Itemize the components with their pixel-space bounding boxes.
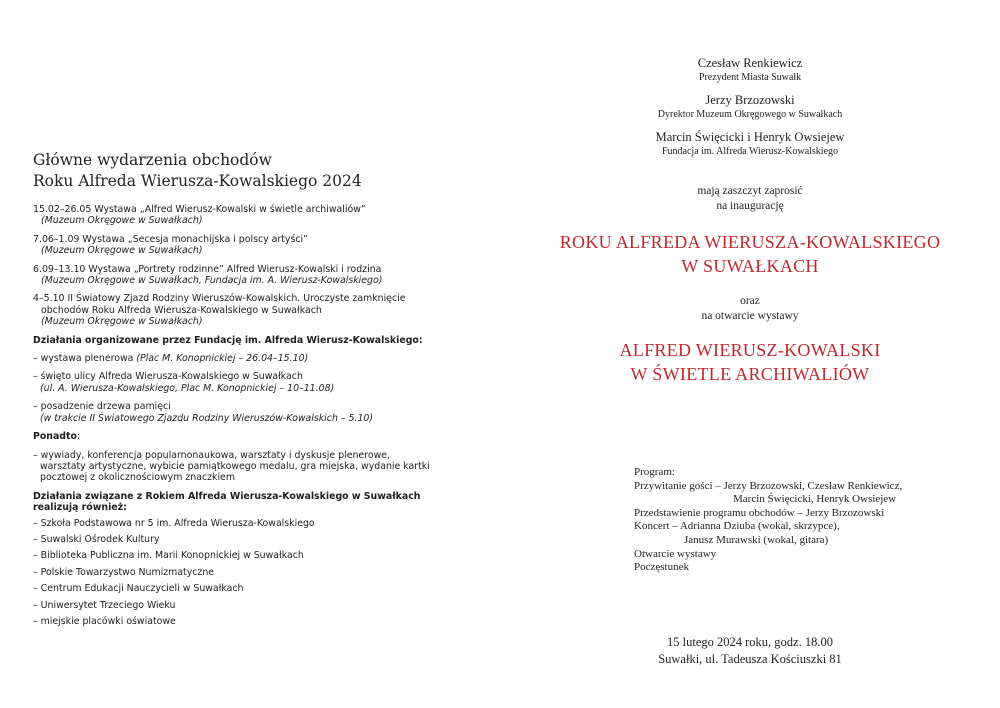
exhibition-headline-line-1: ALFRED WIERUSZ-KOWALSKI (619, 340, 881, 360)
event-item (33, 234, 473, 257)
related-heading (33, 491, 473, 514)
host-block (520, 55, 980, 84)
foundation-item-location: (w trakcie II Światowego Zjazdu Rodziny Wieruszów-Kowalskich – 5.10) (40, 412, 374, 424)
event-location: (Muzeum Okręgowe w Suwałkach, Fundacja im. A. Wierusz-Kowalskiego) (41, 275, 383, 287)
foundation-item-location: (Plac M. Konopnickiej – 26.04–15.10) (136, 353, 309, 365)
foundation-item-location: (ul. A. Wierusza-Kowalskiego, Plac M. Konopnickiej – 10–11.08) (40, 382, 335, 394)
organization-item: – miejskie placówki oświatowe (33, 615, 176, 627)
oraz-word: oraz (740, 295, 760, 307)
exhibition-headline (520, 338, 980, 386)
invitation-panel (520, 55, 980, 386)
event-location: (Muzeum Okręgowe w Suwałkach) (41, 245, 203, 257)
foundation-item-text: – posadzenie drzewa pamięci (33, 401, 171, 413)
ponadto-label: Ponadto (33, 431, 77, 443)
event-location: (Muzeum Okręgowe w Suwałkach) (41, 316, 203, 328)
event-item (33, 204, 473, 227)
host-role: Fundacja im. Alfreda Wierusz-Kowalskiego (661, 146, 839, 157)
event-footer (520, 634, 980, 668)
event-location: (Muzeum Okręgowe w Suwałkach) (41, 215, 203, 227)
inauguration-headline (520, 230, 980, 278)
host-name: Czesław Renkiewicz (697, 56, 803, 70)
ponadto-line: warsztaty artystyczne, wybicie pamiątkowego medalu, gra miejska, wydanie kartki (40, 460, 430, 472)
program-item-cont: Janusz Murawski (wokal, gitara) (684, 533, 829, 546)
host-block (520, 92, 980, 121)
event-description: 6.09–13.10 Wystawa „Portrety rodzinne” Alfred Wierusz-Kowalski i rodzina (33, 263, 382, 275)
oraz-text (520, 294, 980, 324)
event-description: 15.02–26.05 Wystawa „Alfred Wierusz-Kowalski w świetle archiwaliów” (33, 204, 366, 215)
events-title (33, 150, 473, 192)
ponadto-heading (33, 431, 473, 442)
ponadto-line: pocztowej z okolicznościowym znaczkiem (40, 472, 235, 484)
event-description: 4–5.10 II Światowy Zjazd Rodziny Wieruszów-Kowalskich. Uroczyste zamknięcie (33, 293, 406, 305)
inauguration-headline-line-2: W SUWAŁKACH (681, 256, 819, 276)
events-title-line-1: Główne wydarzenia obchodów (33, 151, 272, 169)
foundation-item (33, 353, 473, 364)
program-item: Poczęstunek (634, 561, 689, 574)
inauguration-headline-line-1: ROKU ALFREDA WIERUSZA-KOWALSKIEGO (559, 232, 941, 252)
organization-item: – Suwalski Ośrodek Kultury (33, 533, 160, 545)
host-role: Dyrektor Muzeum Okręgowego w Suwałkach (657, 109, 843, 120)
ponadto-item (33, 450, 473, 484)
organization-item: – Polskie Towarzystwo Numizmatyczne (33, 566, 215, 578)
organization-item: – Centrum Edukacji Nauczycieli w Suwałkach (33, 583, 244, 595)
program-item: Przedstawienie programu obchodów – Jerzy Brzozowski (634, 506, 885, 519)
program-item-cont: Marcin Święcicki, Henryk Owsiejew (733, 493, 897, 506)
event-address: Suwałki, ul. Tadeusza Kościuszki 81 (658, 652, 842, 666)
ponadto-line: – wywiady, konferencja popularnonaukowa, warsztaty i dyskusje plenerowe, (33, 449, 390, 461)
invite-line-1: mają zaszczyt zaprosić (697, 185, 803, 197)
organization-item: – Biblioteka Publiczna im. Marii Konopnickiej w Suwałkach (33, 550, 304, 562)
organization-item: – Uniwersytet Trzeciego Wieku (33, 599, 176, 611)
exhibition-headline-line-2: W ŚWIETLE ARCHIWALIÓW (630, 364, 870, 384)
related-heading-line-1: Działania związane z Rokiem Alfreda Wierusza-Kowalskiego w Suwałkach (33, 490, 421, 502)
invite-text (520, 184, 980, 214)
foundation-item-text: – wystawa plenerowa (33, 353, 137, 365)
foundation-item (33, 371, 473, 394)
event-item (33, 293, 473, 327)
program-item: Koncert – Adrianna Dziuba (wokal, skrzypce), (634, 520, 840, 533)
organization-item: – Szkoła Podstawowa nr 5 im. Alfreda Wierusza-Kowalskiego (33, 517, 315, 529)
foundation-item (33, 401, 473, 424)
program-item: Przywitanie gości – Jerzy Brzozowski, Czesław Renkiewicz, (634, 479, 903, 492)
event-description: 7.06–1.09 Wystawa „Secesja monachijska i polscy artyści” (33, 233, 308, 245)
event-description-cont: obchodów Roku Alfreda Wierusza-Kowalskiego w Suwałkach (41, 304, 322, 316)
program-block (634, 466, 902, 575)
host-name: Jerzy Brzozowski (705, 93, 795, 107)
invite-line-2: na inaugurację (716, 200, 784, 212)
program-item: Otwarcie wystawy (634, 547, 717, 560)
host-block (520, 129, 980, 158)
event-date: 15 lutego 2024 roku, godz. 18.00 (667, 635, 833, 649)
related-heading-line-2: realizują również: (33, 502, 127, 514)
exhibition-opening-text: na otwarcie wystawy (701, 310, 799, 322)
foundation-item-text: – święto ulicy Alfreda Wierusza-Kowalskiego w Suwałkach (33, 371, 303, 383)
host-role: Prezydent Miasta Suwałk (698, 72, 802, 83)
foundation-heading: Działania organizowane przez Fundację im. Alfreda Wierusz-Kowalskiego: (33, 334, 423, 346)
events-panel (33, 150, 473, 632)
host-name: Marcin Święcicki i Henryk Owsiejew (655, 130, 845, 144)
event-item (33, 264, 473, 287)
events-title-line-2: Roku Alfreda Wierusza-Kowalskiego 2024 (33, 172, 362, 190)
program-label: Program: (634, 466, 675, 478)
ponadto-colon: : (76, 431, 81, 443)
